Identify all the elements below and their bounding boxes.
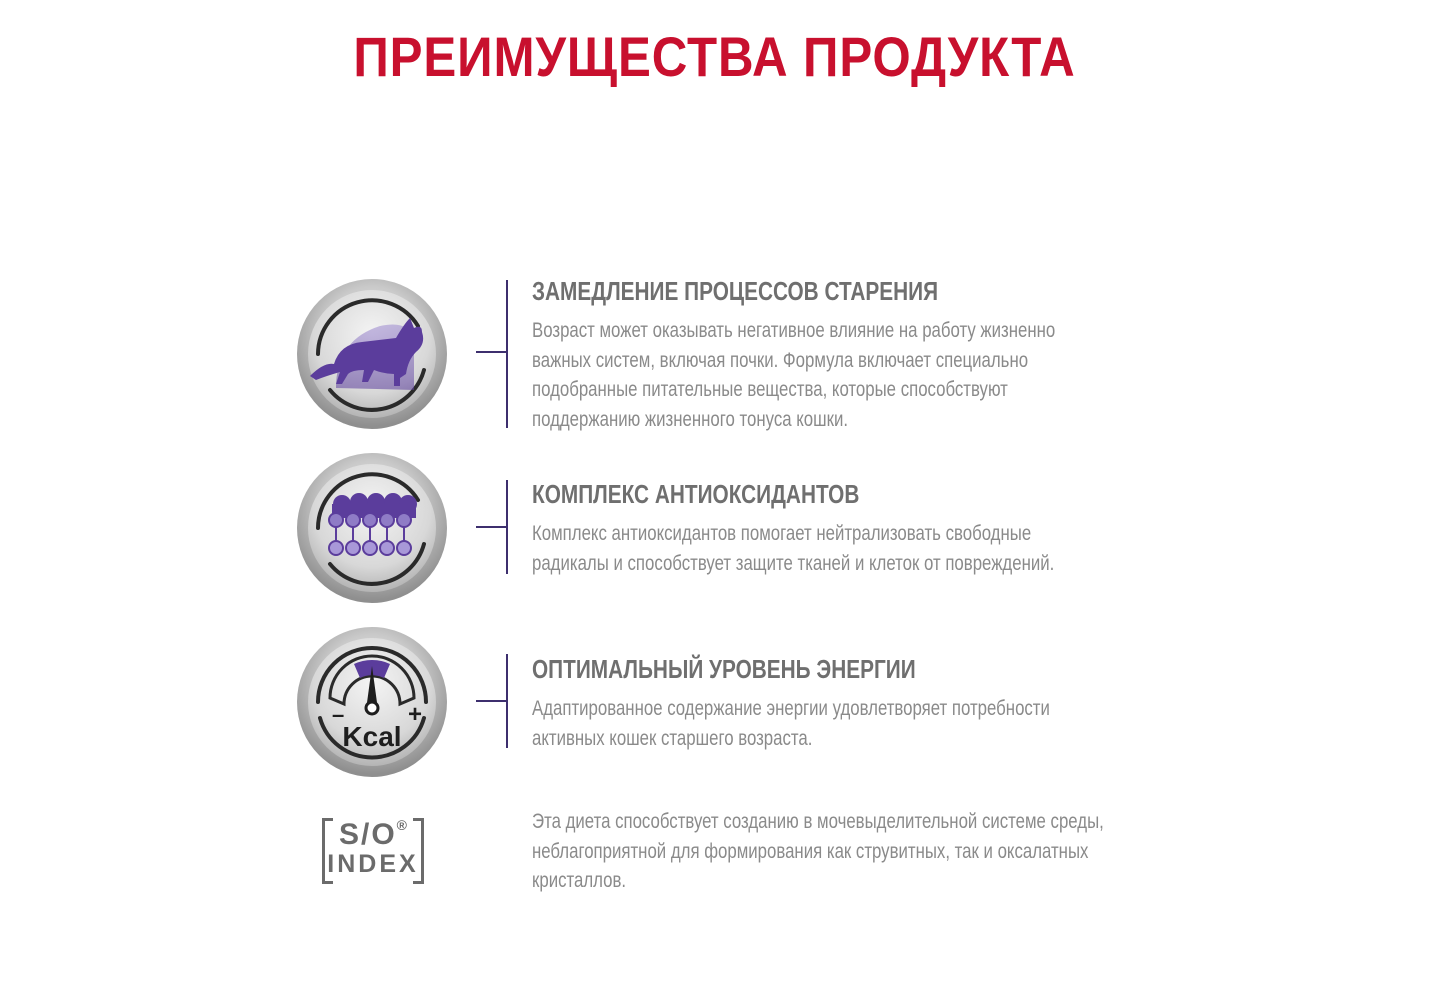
aging-cat-icon [296,278,448,430]
svg-text:–: – [332,702,345,727]
connector-line [476,526,508,528]
connector-line [476,351,508,353]
benefit-title: ОПТИМАЛЬНЫЙ УРОВЕНЬ ЭНЕРГИИ [532,654,916,684]
connector-line [476,700,508,702]
benefit-description: Адаптированное содержание энергии удовлетворяет потребности активных кошек старшего возраста. [532,697,1050,750]
benefit-description: Возраст может оказывать негативное влияние на работу жизненно важных систем, включая почки. Формула включает специально подобранные питательные вещества, которые способствуют поддержанию жизненного тонуса кошки. [532,319,1056,431]
so-index-logo: S/O® INDEX [322,818,424,882]
benefit-title: ЗАМЕДЛЕНИЕ ПРОЦЕССОВ СТАРЕНИЯ [532,276,939,306]
so-index-description: Эта диета способствует созданию в мочевыделительной системе среды, неблагоприятной для формирования как струвитных, так и оксалатных кристаллов. [532,810,1104,892]
energy-gauge-icon [296,626,448,778]
svg-text:Kcal: Kcal [342,721,402,752]
benefit-description: Комплекс антиоксидантов помогает нейтрализовать свободные радикалы и способствует защите тканей и клеток от повреждений. [532,522,1055,575]
connector-bar [506,280,508,428]
benefit-title: КОМПЛЕКС АНТИОКСИДАНТОВ [532,479,860,509]
page-title: ПРЕИМУЩЕСТВА ПРОДУКТА [353,25,1076,88]
svg-text:+: + [408,701,423,728]
antioxidant-membrane-icon [296,452,448,604]
connector-bar [506,480,508,574]
connector-bar [506,654,508,748]
